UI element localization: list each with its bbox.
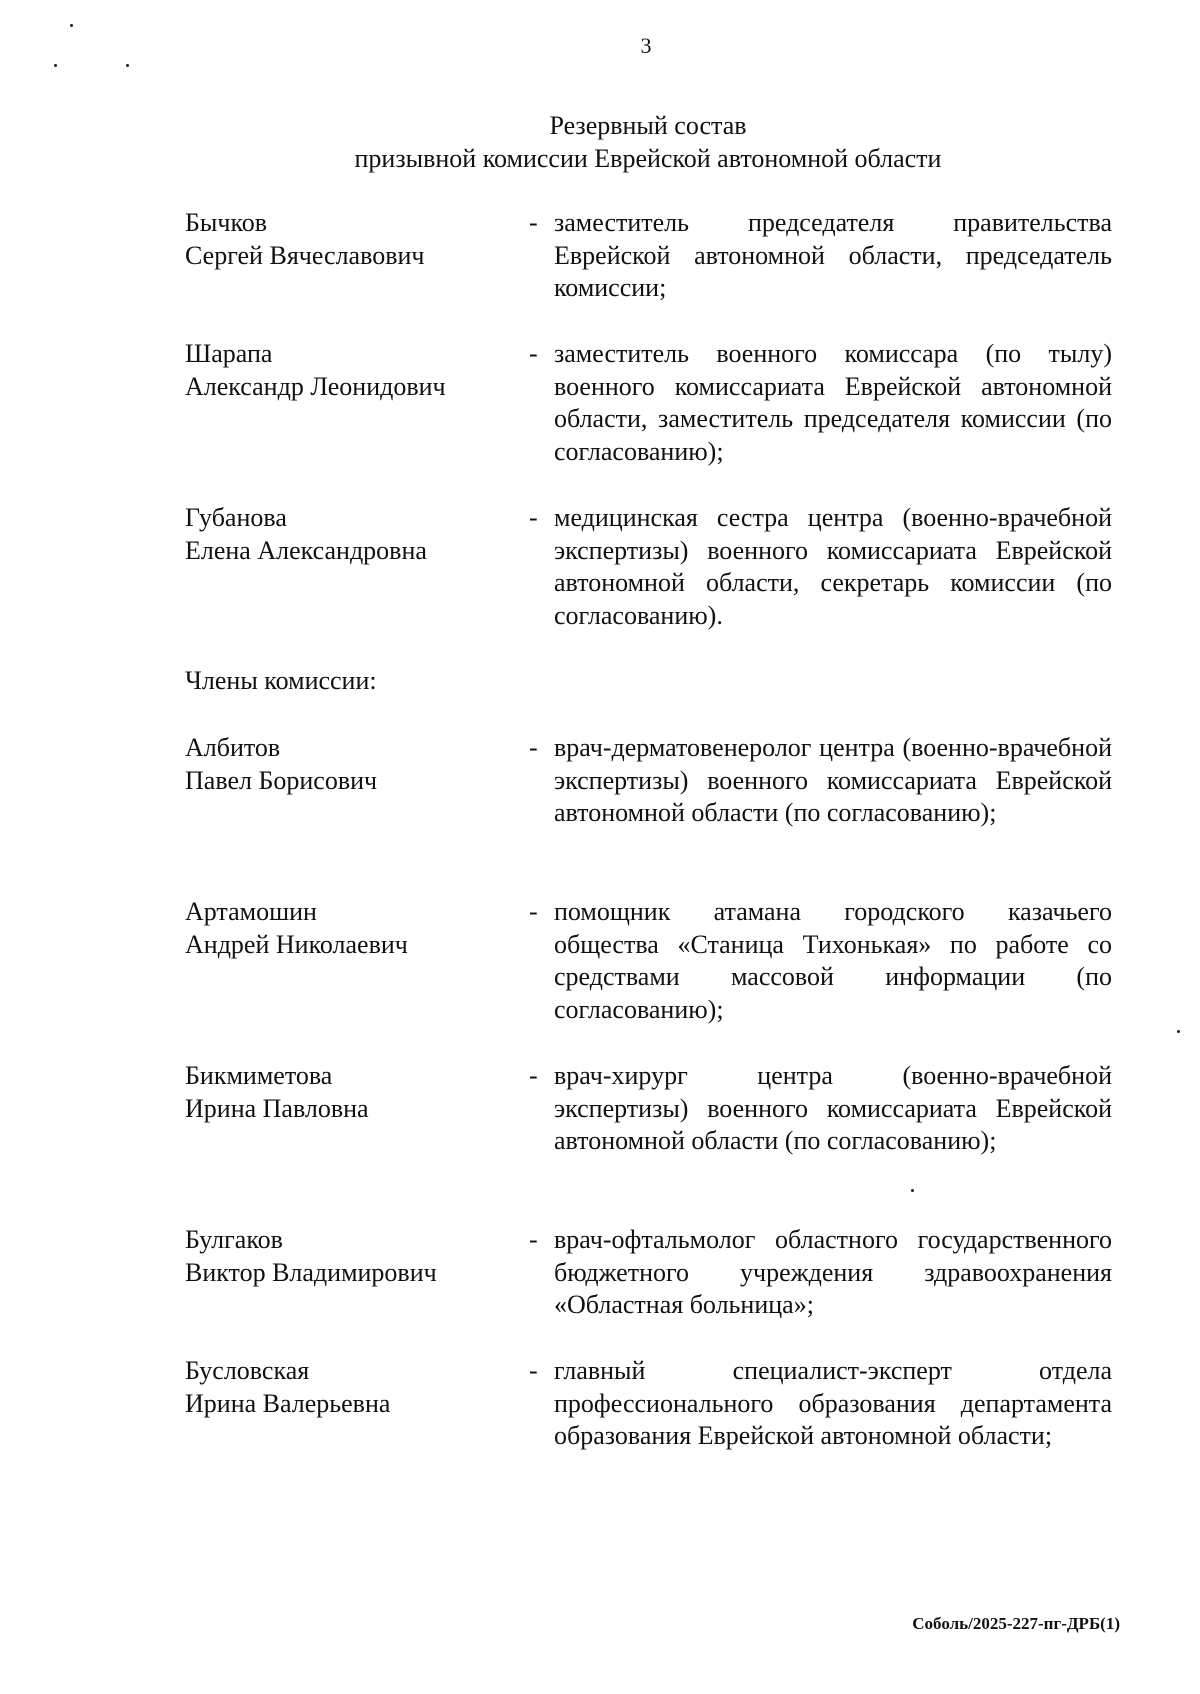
person-name xyxy=(185,207,505,272)
person-name xyxy=(185,1224,505,1289)
page-number: 3 xyxy=(640,33,652,58)
person-name xyxy=(185,1355,505,1420)
given-names: Александр Леонидович xyxy=(185,371,446,401)
position-description: заместитель председателя правительства Еврейской автономной области, председатель комиссии; xyxy=(554,208,1112,302)
given-names: Елена Александровна xyxy=(185,535,427,565)
given-names: Ирина Валерьевна xyxy=(185,1388,391,1418)
surname: Бычков xyxy=(185,208,268,237)
person-name xyxy=(185,1060,505,1125)
person-name xyxy=(185,732,505,797)
surname: Артамошин xyxy=(185,897,317,926)
document-code: Соболь/2025-227-пг-ДРБ(1) xyxy=(912,1614,1120,1633)
surname: Албитов xyxy=(185,733,281,762)
given-names: Андрей Николаевич xyxy=(185,929,408,959)
position-description: медицинская сестра центра (военно-врачебной экспертизы) военного комиссариата Еврейской автономной области, секретарь комиссии (по согласованию). xyxy=(554,503,1112,630)
position-description: врач-офтальмолог областного государственного бюджетного учреждения здравоохранения «Областная больница»; xyxy=(554,1225,1112,1319)
position-description: помощник атамана городского казачьего общества «Станица Тихонькая» по работе со средствами массовой информации (по согласованию); xyxy=(554,897,1112,1024)
dash-separator: - xyxy=(529,1356,538,1385)
position-description: врач-дерматовенеролог центра (военно-врачебной экспертизы) военного комиссариата Еврейской автономной области (по согласованию); xyxy=(554,733,1112,827)
dash-separator: - xyxy=(529,897,538,926)
dash-separator: - xyxy=(529,503,538,532)
position-description: главный специалист-эксперт отдела профессионального образования департамента образования Еврейской автономной области; xyxy=(554,1356,1112,1450)
person-name xyxy=(185,338,505,403)
dash-separator: - xyxy=(529,339,538,368)
surname: Шарапа xyxy=(185,339,273,368)
dash-separator: - xyxy=(529,1061,538,1090)
title-line-1: Резервный состав xyxy=(549,111,747,140)
scan-speck xyxy=(911,1189,914,1192)
title-line-2: призывной комиссии Еврейской автономной области xyxy=(354,144,942,173)
scan-speck xyxy=(70,24,73,27)
scan-speck xyxy=(54,64,57,67)
scan-speck xyxy=(126,64,129,67)
members-heading: Члены комиссии: xyxy=(185,666,377,695)
scan-speck xyxy=(1177,1030,1180,1033)
surname: Бусловская xyxy=(185,1356,310,1385)
document-title xyxy=(0,109,1200,175)
surname: Губанова xyxy=(185,503,287,532)
dash-separator: - xyxy=(529,1225,538,1254)
given-names: Павел Борисович xyxy=(185,765,378,795)
person-name xyxy=(185,502,505,567)
dash-separator: - xyxy=(529,208,538,237)
position-description: заместитель военного комиссара (по тылу) военного комиссариата Еврейской автономной области, заместитель председателя комиссии (по согласованию); xyxy=(554,339,1112,466)
dash-separator: - xyxy=(529,733,538,762)
surname: Булгаков xyxy=(185,1225,283,1254)
given-names: Ирина Павловна xyxy=(185,1093,369,1123)
given-names: Виктор Владимирович xyxy=(185,1257,437,1287)
position-description: врач-хирург центра (военно-врачебной экспертизы) военного комиссариата Еврейской автономной области (по согласованию); xyxy=(554,1061,1112,1155)
person-name xyxy=(185,896,505,961)
surname: Бикмиметова xyxy=(185,1061,333,1090)
given-names: Сергей Вячеславович xyxy=(185,240,425,270)
